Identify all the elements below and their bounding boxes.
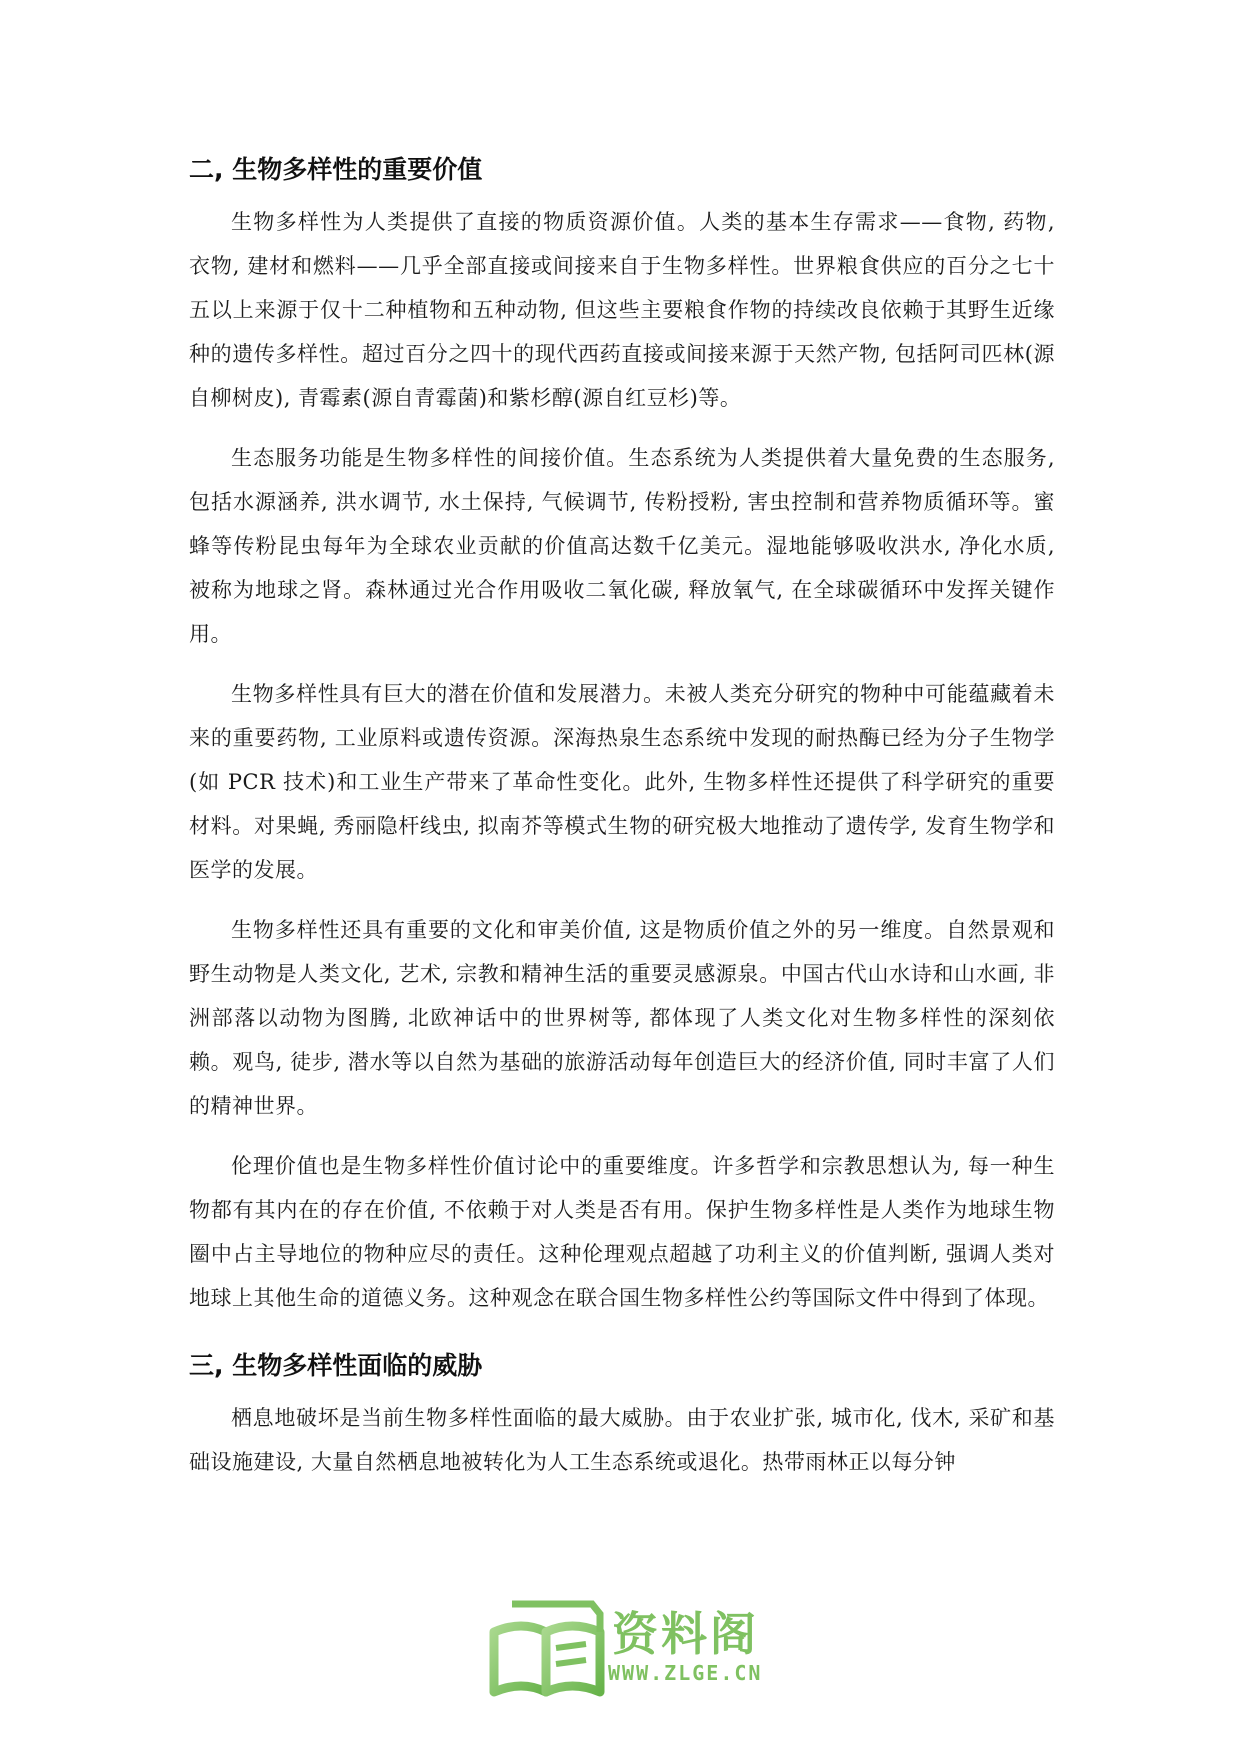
paragraph: 生物多样性为人类提供了直接的物质资源价值。人类的基本生存需求——食物, 药物, 衣物, 建材和燃料——几乎全部直接或间接来自于生物多样性。世界粮食供应的百分之七十五以上来源于仅十二种植物和五种动物, 但这些主要粮食作物的持续改良依赖于其野生近缘种的遗传多样性。超过百分之四十的现代西药直接或间接来源于天然产物, 包括阿司匹林(源自柳树皮), 青霉素(源自青霉菌)和紫杉醇(源自红豆杉)等。: [189, 210, 1055, 410]
document-body: [189, 140, 1055, 1500]
paragraph: 生物多样性还具有重要的文化和审美价值, 这是物质价值之外的另一维度。自然景观和野生动物是人类文化, 艺术, 宗教和精神生活的重要灵感源泉。中国古代山水诗和山水画, 非洲部落以动物为图腾, 北欧神话中的世界树等, 都体现了人类文化对生物多样性的深刻依赖。观鸟, 徒步, 潜水等以自然为基础的旅游活动每年创造巨大的经济价值, 同时丰富了人们的精神世界。: [189, 918, 1055, 1118]
paragraph: 栖息地破坏是当前生物多样性面临的最大威胁。由于农业扩张, 城市化, 伐木, 采矿和基础设施建设, 大量自然栖息地被转化为人工生态系统或退化。热带雨林正以每分钟: [189, 1406, 1055, 1474]
paragraph: 生物多样性具有巨大的潜在价值和发展潜力。未被人类充分研究的物种中可能蕴藏着未来的重要药物, 工业原料或遗传资源。深海热泉生态系统中发现的耐热酶已经为分子生物学(如 PCR 技术)和工业生产带来了革命性变化。此外, 生物多样性还提供了科学研究的重要材料。对果蝇, 秀丽隐杆线虫, 拟南芥等模式生物的研究极大地推动了遗传学, 发育生物学和医学的发展。: [189, 682, 1055, 882]
paragraph: 伦理价值也是生物多样性价值讨论中的重要维度。许多哲学和宗教思想认为, 每一种生物都有其内在的存在价值, 不依赖于对人类是否有用。保护生物多样性是人类作为地球生物圈中占主导地位的物种应尽的责任。这种伦理观点超越了功利主义的价值判断, 强调人类对地球上其他生命的道德义务。这种观念在联合国生物多样性公约等国际文件中得到了体现。: [189, 1154, 1055, 1310]
section-heading: 三, 生物多样性面临的威胁: [189, 1351, 483, 1380]
logo-url: WWW.ZLGE.CN: [608, 1661, 763, 1685]
logo-name: 资料阁: [612, 1607, 759, 1661]
paragraph: 生态服务功能是生物多样性的间接价值。生态系统为人类提供着大量免费的生态服务, 包括水源涵养, 洪水调节, 水土保持, 气候调节, 传粉授粉, 害虫控制和营养物质循环等。蜜蜂等传粉昆虫每年为全球农业贡献的价值高达数千亿美元。湿地能够吸收洪水, 净化水质, 被称为地球之肾。森林通过光合作用吸收二氧化碳, 释放氧气, 在全球碳循环中发挥关键作用。: [189, 446, 1055, 646]
section-heading: 二, 生物多样性的重要价值: [189, 155, 483, 184]
